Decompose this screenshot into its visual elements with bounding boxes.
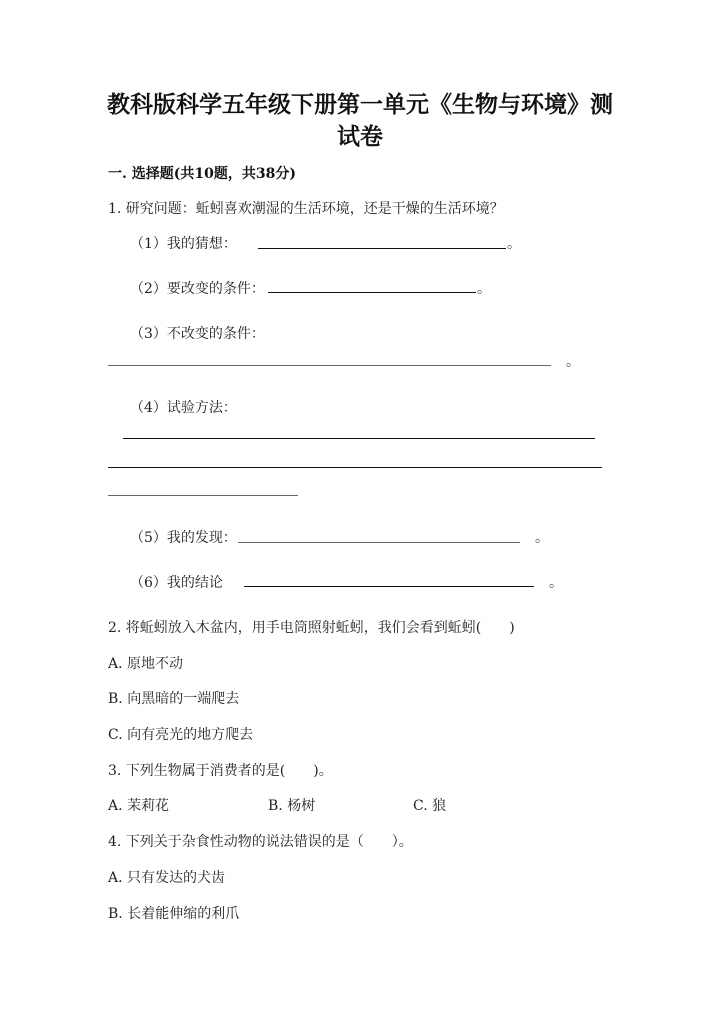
q1-part5-label: （5）我的发现： (130, 530, 237, 546)
q1-part2-label: （2）要改变的条件： (130, 281, 265, 297)
q4-option-a[interactable]: A. 只有发达的犬齿 (108, 870, 226, 886)
q1-part2-answer-line[interactable] (268, 292, 476, 293)
q1-part4-answer-line-2[interactable] (108, 467, 602, 468)
question-1-stem: 1. 研究问题：蚯蚓喜欢潮湿的生活环境，还是干燥的生活环境？ (108, 201, 504, 217)
q2-option-a[interactable]: A. 原地不动 (108, 656, 184, 672)
q3-option-b[interactable]: B. 杨树 (268, 798, 316, 814)
q1-part6-answer-line[interactable] (244, 586, 534, 587)
q1-part1-answer-line[interactable] (258, 248, 506, 249)
page-title: 教科版科学五年级下册第一单元《生物与环境》测 (107, 91, 613, 118)
q1-part1-label: （1）我的猜想： (130, 236, 237, 252)
q2-option-c[interactable]: C. 向有亮光的地方爬去 (108, 727, 254, 743)
q1-part4-answer-line-3[interactable] (108, 495, 298, 496)
q1-part4-label: （4）试验方法： (130, 400, 237, 416)
page-title-continued: 试卷 (337, 123, 383, 150)
question-2-stem: 2. 将蚯蚓放入木盆内，用手电筒照射蚯蚓，我们会看到蚯蚓( ) (108, 620, 515, 636)
q1-part6-period: 。 (549, 575, 563, 591)
q4-option-b[interactable]: B. 长着能伸缩的利爪 (108, 906, 240, 922)
question-4-stem: 4. 下列关于杂食性动物的说法错误的是（ ）。 (108, 834, 413, 850)
q1-part3-period: 。 (566, 354, 580, 370)
q1-part3-label: （3）不改变的条件： (130, 326, 265, 342)
q1-part6-label: （6）我的结论 (130, 575, 223, 591)
q3-option-a[interactable]: A. 茉莉花 (108, 798, 170, 814)
q1-part1-period: 。 (507, 236, 521, 252)
q2-option-b[interactable]: B. 向黑暗的一端爬去 (108, 691, 240, 707)
section-heading: 一. 选择题(共10题，共38分) (108, 166, 296, 182)
q3-option-c[interactable]: C. 狼 (413, 798, 447, 814)
q1-part5-answer-line[interactable] (238, 542, 520, 543)
question-3-stem: 3. 下列生物属于消费者的是( )。 (108, 763, 333, 779)
q1-part3-answer-line[interactable] (108, 365, 551, 366)
q1-part4-answer-line-1[interactable] (123, 438, 595, 439)
q1-part2-period: 。 (477, 281, 491, 297)
q1-part5-period: 。 (535, 530, 549, 546)
